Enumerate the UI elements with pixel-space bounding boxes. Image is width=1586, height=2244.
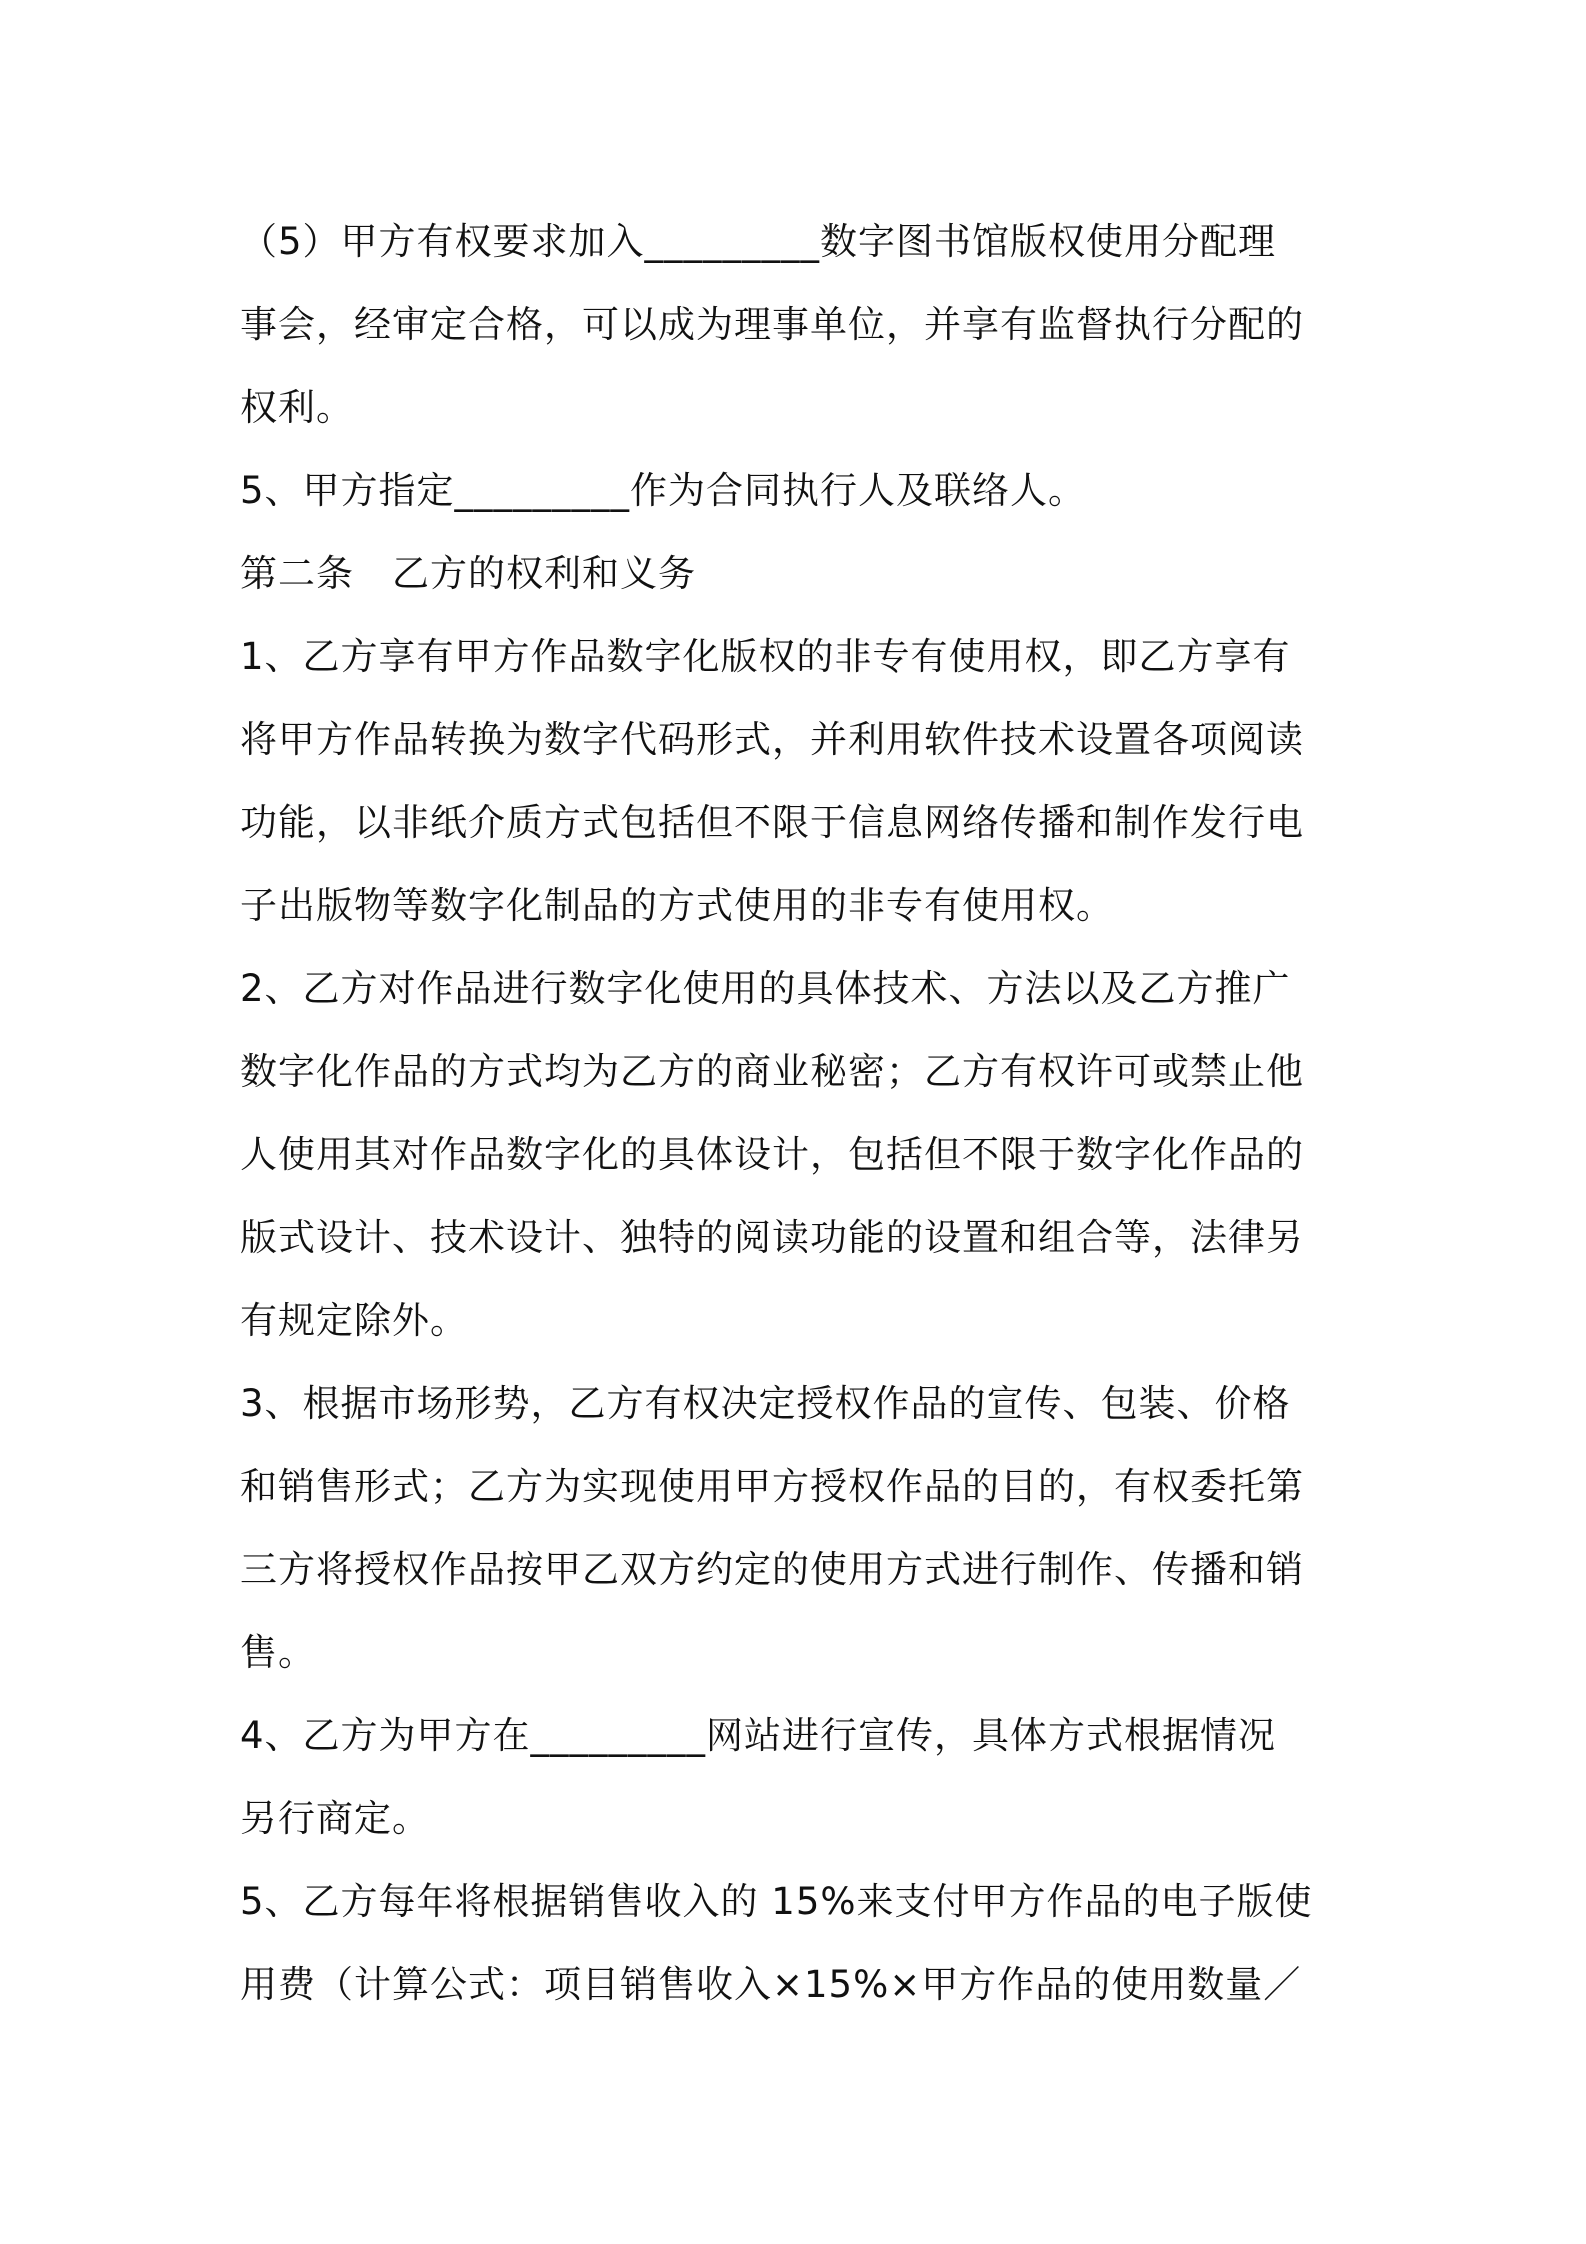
article-2-item-1-line-2: 将甲方作品转换为数字代码形式，并利用软件技术设置各项阅读 — [240, 718, 1304, 761]
article-2-item-2-line-2: 数字化作品的方式均为乙方的商业秘密；乙方有权许可或禁止他 — [240, 1050, 1304, 1093]
article-2-item-3-line-2: 和销售形式；乙方为实现使用甲方授权作品的目的，有权委托第 — [240, 1465, 1304, 1508]
clause-5-sub-line-2: 事会，经审定合格，可以成为理事单位，并享有监督执行分配的 — [240, 303, 1304, 346]
article-2-item-1-line-1: 1、乙方享有甲方作品数字化版权的非专有使用权，即乙方享有 — [240, 635, 1291, 678]
article-2-item-2-line-5: 有规定除外。 — [240, 1299, 468, 1342]
article-2-item-2-line-3: 人使用其对作品数字化的具体设计，包括但不限于数字化作品的 — [240, 1133, 1304, 1176]
article-2-item-5-line-2: 用费（计算公式：项目销售收入×15%×甲方作品的使用数量／ — [240, 1963, 1302, 2006]
document-body — [240, 200, 1356, 2026]
article-2-item-5-line-1: 5、乙方每年将根据销售收入的 15%来支付甲方作品的电子版使 — [240, 1880, 1313, 1923]
article-2-item-4-line-1: 4、乙方为甲方在_________网站进行宣传，具体方式根据情况 — [240, 1714, 1277, 1757]
article-2-item-2-line-4: 版式设计、技术设计、独特的阅读功能的设置和组合等，法律另 — [240, 1216, 1304, 1259]
article-2-item-3-line-1: 3、根据市场形势，乙方有权决定授权作品的宣传、包装、价格 — [240, 1382, 1291, 1425]
clause-5-sub-line-3: 权利。 — [240, 386, 354, 429]
article-2-item-1-line-3: 功能，以非纸介质方式包括但不限于信息网络传播和制作发行电 — [240, 801, 1304, 844]
article-2-item-3-line-4: 售。 — [240, 1631, 316, 1674]
article-2-item-3-line-3: 三方将授权作品按甲乙双方约定的使用方式进行制作、传播和销 — [240, 1548, 1304, 1591]
article-2-heading: 第二条 乙方的权利和义务 — [240, 552, 696, 595]
article-2-item-4-line-2: 另行商定。 — [240, 1797, 430, 1840]
clause-5-sub-line-1: （5）甲方有权要求加入_________数字图书馆版权使用分配理 — [240, 220, 1277, 263]
article-2-item-2-line-1: 2、乙方对作品进行数字化使用的具体技术、方法以及乙方推广 — [240, 967, 1291, 1010]
clause-5-designate-line: 5、甲方指定_________作为合同执行人及联络人。 — [240, 469, 1087, 512]
article-2-item-1-line-4: 子出版物等数字化制品的方式使用的非专有使用权。 — [240, 884, 1114, 927]
